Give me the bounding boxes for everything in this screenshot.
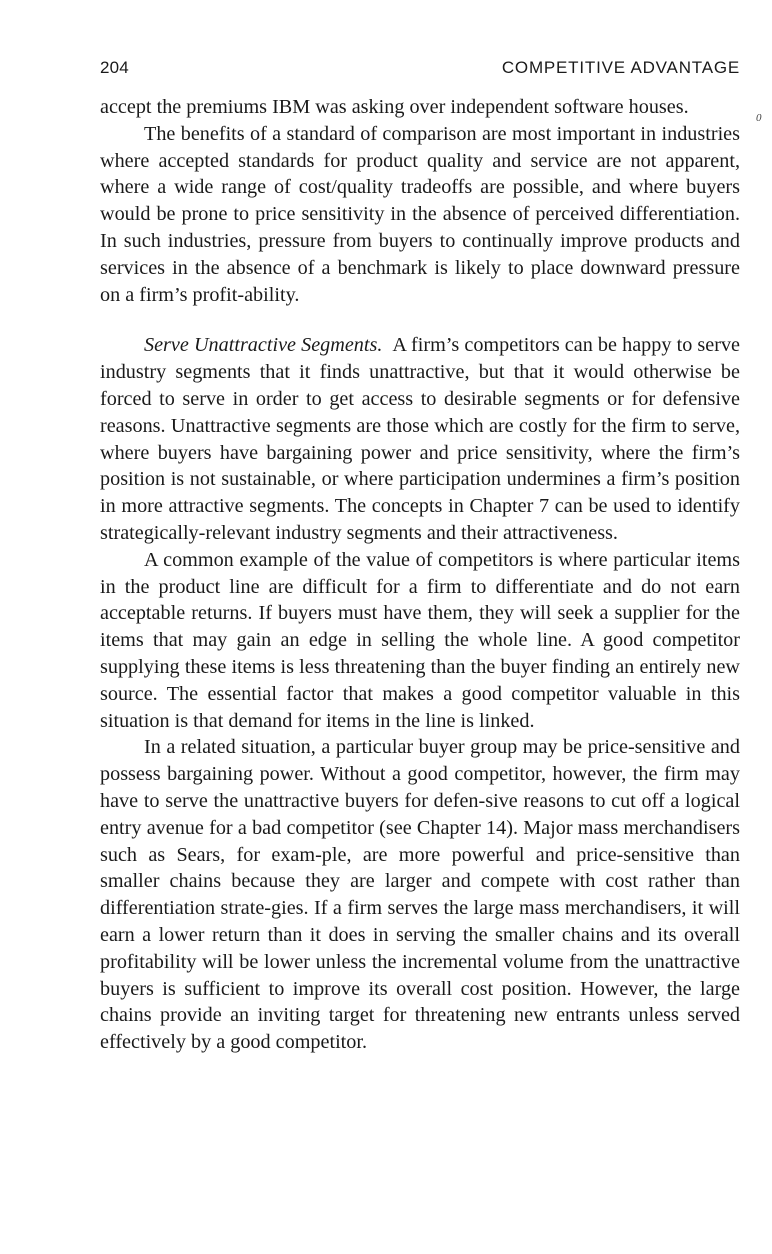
margin-mark: 0 [756,112,762,124]
paragraph-product-line-example: A common example of the value of competitors is where particular items in the product line are difficult for a firm to differentiate and do not earn acceptable returns. If buyers must have them, they will seek a supplier for the items that may gain an edge in selling the whole line. A good competitor supplying these items is less threatening than the buyer finding an entirely new source. The essential factor that makes a good competitor valuable in this situation is that demand for items in the line is linked. [100,548,740,732]
section-heading: Serve Unattractive Segments. [144,334,383,357]
paragraph-continuation: accept the premiums IBM was asking over independent software houses. [100,96,689,118]
paragraph-unattractive-segments [100,332,740,546]
section-gap [100,308,740,332]
running-title: COMPETITIVE ADVANTAGE [501,58,740,77]
paragraph-unattractive-segments-text: A firm’s competitors can be happy to serve industry segments that it finds unattractive, but that it would otherwise be forced to serve in order to get access to desirable segments or for defensive reasons. Unattractive segments are those which are costly for the firm to serve, where buyers have bargaining power and price sensitivity, where the firm’s position is not sustainable, or where participation undermines a firm’s position in more attractive segments. The concepts in Chapter 7 can be used to identify strategically-relevant industry segments and their attractiveness. [100,334,741,544]
book-page [100,58,740,1056]
paragraph-standard-of-comparison: The benefits of a standard of comparison are most important in industries where accepted standards for product quality and service are not apparent, where a wide range of cost/quality tradeoffs are possible, and where buyers would be prone to price sensitivity in the absence of perceived differentiation. In such industries, pressure from buyers to continually improve products and services in the absence of a benchmark is likely to place downward pressure on a firm’s profit-ability. [100,122,740,306]
page-number: 204 [100,58,129,77]
running-head [100,58,740,88]
paragraph-buyer-group: In a related situation, a particular buyer group may be price-sensitive and possess bargaining power. Without a good competitor, however, the firm may have to serve the unattractive buyers for defen-sive reasons to cut off a logical entry avenue for a bad competitor (see Chapter 14). Major mass merchandisers such as Sears, for exam-ple, are more powerful and price-sensitive than smaller chains because they are larger and compete with cost rather than differentiation strate-gies. If a firm serves the large mass merchandisers, it will earn a lower return than it does in serving the smaller chains and its overall profitability will be lower unless the incremental volume from the unattractive buyers is sufficient to improve its overall cost position. However, the large chains provide an inviting target for threatening new entrants unless served effectively by a good competitor. [100,736,740,1054]
